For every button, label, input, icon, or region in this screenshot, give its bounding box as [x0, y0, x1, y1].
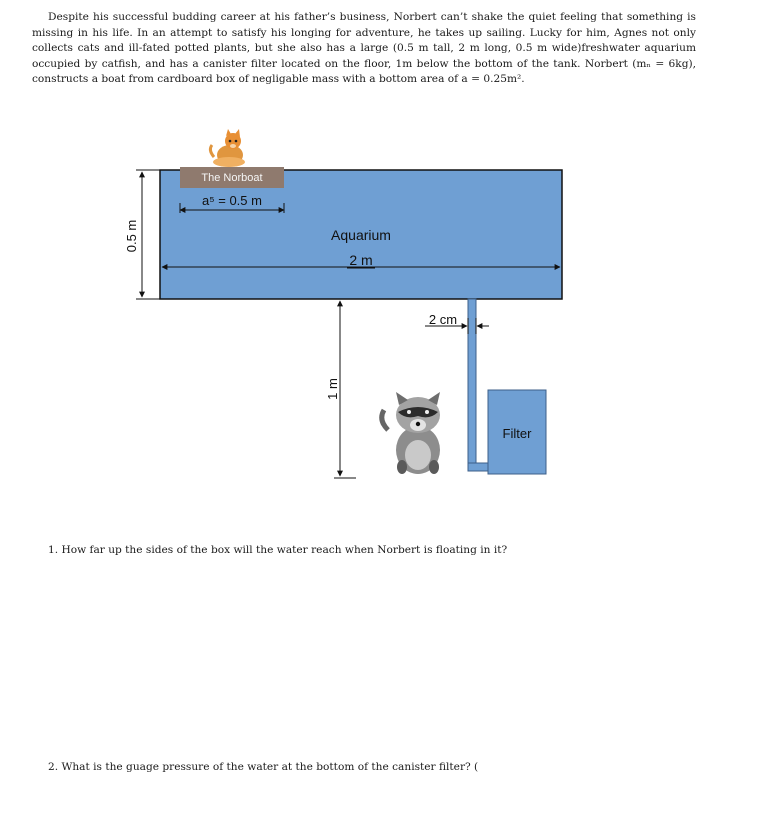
problem-intro: Despite his successful budding career at his father’s business, Norbert can’t shake the quiet feeling that something is missing in his life. In an attempt to satisfy his longing for adventure, he takes up sailing. Lucky for him, Agnes not only collects cats and ill-fated potted plants, but she also has a large (0.5 m tall, 2 m long, 0.5 m wide)freshwater aquarium occupied by catfish, and has a canister filter located on the floor, 1m below the bottom of the tank. Norbert (mₙ = 6kg), constructs a boat from cardboard box of negligable mass with a bottom area of a = 0.25m².: [32, 11, 696, 85]
filter-tube: [468, 299, 476, 471]
tube-width-label: 2 cm: [428, 312, 458, 327]
raccoon-figure: [382, 392, 440, 474]
tank-length-label: 2 m: [349, 252, 373, 268]
boat-label: The Norboat: [201, 172, 263, 184]
question-1: 1. How far up the sides of the box will the water reach when Norbert is floating in it?: [48, 544, 508, 556]
filter-label: Filter: [502, 426, 532, 441]
cat-figure: [210, 129, 245, 167]
drop-label: 1 m: [325, 378, 340, 400]
tank-height-label: 0.5 m: [124, 219, 139, 253]
question-2: 2. What is the guage pressure of the water at the bottom of the canister filter? (: [48, 761, 479, 773]
filter-tube-elbow: [468, 463, 488, 471]
aquarium-label: Aquarium: [331, 227, 391, 243]
boat-dim-label: a⁵ = 0.5 m: [202, 193, 262, 208]
